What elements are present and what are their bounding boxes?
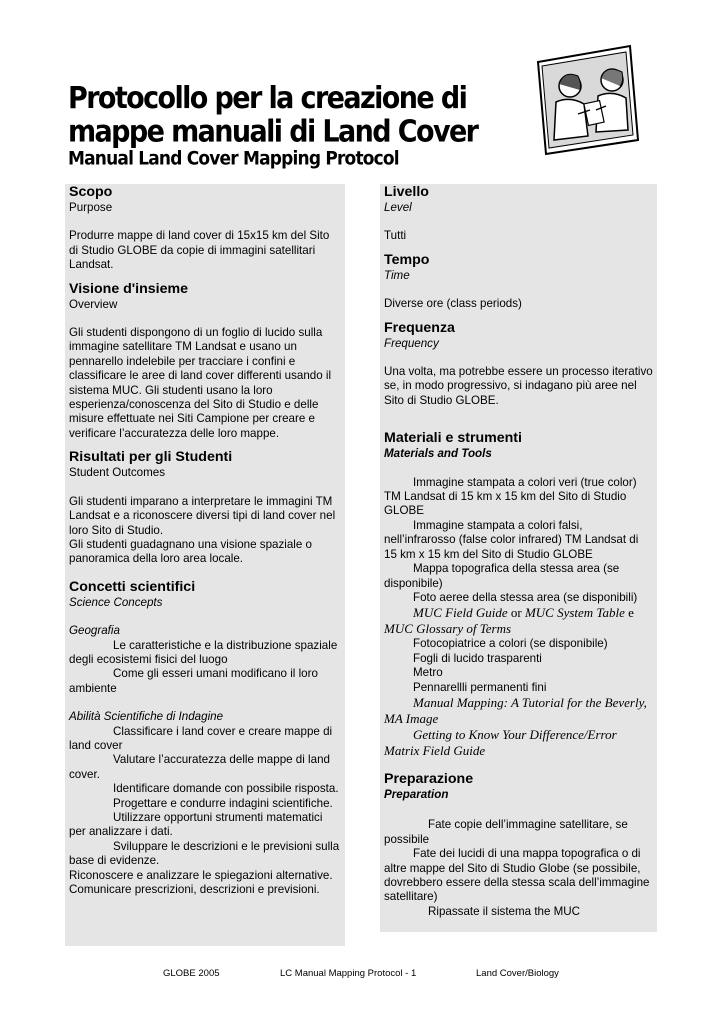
frequenza-heading: Frequenza [384,319,455,336]
difference-error-matrix-guide: Getting to Know Your Difference/Error Matrix Field Guide [384,726,617,758]
materiali-item: Immagine stampata a colori falsi, nell’infrarosso (false color infrared) TM Landsat di 15 km x 15 km del Sito di Studio GLOBE [384,518,639,561]
muc-field-guide: MUC Field Guide [413,605,508,621]
scopo-body: Produrre mappe di land cover di 15x15 km del Sito di Studio GLOBE da copie di immagini satellitari Landsat. [69,229,330,272]
scopo-heading: Scopo [69,184,113,200]
right-column [380,184,657,932]
manual-mapping-tutorial: Manual Mapping: A Tutorial for the Beverly, MA Image [384,694,647,726]
materiali-item: Pennarellli permanenti fini [413,680,547,694]
abilita-item: Classificare i land cover e creare mappe di land cover [69,724,333,752]
preparazione-item: Fate dei lucidi di una mappa topografica o di altre mappe del Sito di Studio Globe (se possibile, dovrebbero essere della stessa scala dell’immagine satellitare) [384,847,650,904]
muc-or: or [507,605,525,621]
concetti-sub: Science Concepts [69,595,163,609]
visione-body: Gli studenti dispongono di un foglio di lucido sulla immagine satellitare TM Landsat e usano un pennarello indelebile per tracciare i confini e classificare le aree di land cover differenti usando il sistema MUC. Gli studenti usano la loro esperienza/conoscenza del Sito di Studio e delle misure effettuate nei Siti Campione per creare e verificare l’accuratezza delle loro mappe. [69,326,332,440]
livello-heading: Livello [384,184,429,200]
left-column [65,184,345,946]
materiali-item: Fogli di lucido trasparenti [413,651,542,665]
page-title: Protocollo per la creazione di mappe manuali di Land Cover [68,80,478,150]
geografia-item: Le caratteristiche e la distribuzione spaziale degli ecosistemi fisici del luogo [69,638,338,666]
students-working-illustration [534,44,640,156]
abilita-extra: Riconoscere e analizzare le spiegazioni alternative. [69,868,333,882]
muc-glossary: MUC Glossary of Terms [384,621,512,637]
abilita-item: Sviluppare le descrizioni e le previsioni sulla base di evidenze. [69,839,340,868]
materiali-item: Immagine stampata a colori veri (true color) TM Landsat di 15 km x 15 km del Sito di Studio GLOBE [384,475,637,518]
abilita-item: Progettare e condurre indagini scientifiche. [113,796,333,810]
muc-system-table: MUC System Table [524,605,625,621]
preparazione-item: Ripassate il sistema the MUC [428,904,581,918]
materiali-heading: Materiali e strumenti [384,430,522,447]
frequenza-body: Una volta, ma potrebbe essere un processo iterativo se, in modo progressivo, si indagano più aree nel Sito di Studio GLOBE. [384,365,653,407]
muc-guides-line [384,605,653,621]
visione-heading: Visione d'insieme [69,280,189,297]
abilita-item: Valutare l’accuratezza delle mappe di land cover. [69,753,330,781]
abilita-extra: Comunicare prescrizioni, descrizioni e previsioni. [69,883,320,897]
footer-center: LC Manual Mapping Protocol - 1 [280,968,417,979]
risultati-body-2: Gli studenti guadagnano una visione spaziale o panoramica della loro area locale. [69,537,312,566]
frequenza-sub: Frequency [384,336,439,350]
materiali-item: Foto aeree della stessa area (se disponibili) [413,590,638,604]
materiali-sub: Materials and Tools [384,447,492,461]
abilita-label: Abilità Scientifiche di Indagine [69,710,224,724]
risultati-heading: Risultati per gli Studenti [69,449,233,466]
concetti-heading: Concetti scientifici [69,578,196,595]
abilita-item: Identificare domande con possibile risposta. [113,782,339,796]
preparazione-item: Fate copie dell’immagine satellitare, se possibile [384,818,628,846]
visione-sub: Overview [69,297,118,311]
muc-e: e [624,605,634,621]
geografia-label: Geografia [69,624,120,638]
risultati-body-1: Gli studenti imparano a interpretare le immagini TM Landsat e a riconoscere diversi tipi di land cover nel loro Sito di Studio. [69,494,336,537]
livello-sub: Level [384,201,412,214]
geografia-item: Come gli esseri umani modificano il loro ambiente [69,667,318,695]
tempo-body: Diverse ore (class periods) [384,297,522,311]
risultati-sub: Student Outcomes [69,466,166,480]
livello-body: Tutti [384,229,407,243]
materiali-item: Metro [413,666,443,680]
abilita-item: Utilizzare opportuni strumenti matematici per analizzare i dati. [69,811,323,839]
footer-right: Land Cover/Biology [476,968,559,979]
scopo-sub: Purpose [69,201,113,214]
tempo-heading: Tempo [384,251,430,268]
tempo-sub: Time [384,268,410,282]
preparazione-sub: Preparation [384,787,449,801]
materiali-item: Fotocopiatrice a colori (se disponibile) [413,637,608,651]
footer-left: GLOBE 2005 [163,968,220,979]
page-subtitle: Manual Land Cover Mapping Protocol [68,148,399,170]
preparazione-heading: Preparazione [384,770,474,787]
materiali-item: Mappa topografica della stessa area (se disponibile) [384,562,620,590]
